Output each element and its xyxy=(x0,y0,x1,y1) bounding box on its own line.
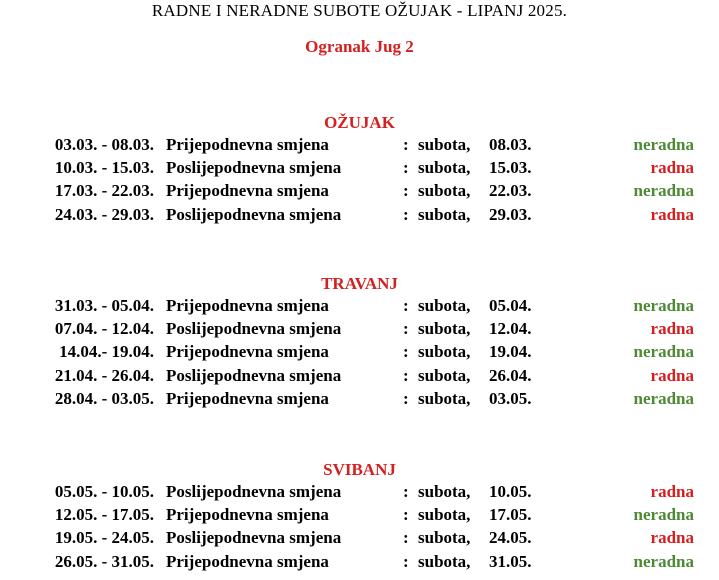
week-dates: 12.05. - 17.05. xyxy=(54,505,154,525)
separator: : xyxy=(403,135,409,154)
week-dates: 14.04.- 19.04. xyxy=(59,342,154,362)
page-title: RADNE I NERADNE SUBOTE OŽUJAK - LIPANJ 2025. xyxy=(151,1,568,20)
schedule-row xyxy=(0,179,719,202)
status-label: neradna xyxy=(633,342,694,362)
saturday-label: subota, xyxy=(418,482,471,501)
saturday-date: 08.03. xyxy=(489,135,532,154)
saturday-label: subota, xyxy=(418,551,471,571)
week-dates: 03.03. - 08.03. xyxy=(54,135,154,154)
status-label: radna xyxy=(650,528,694,548)
separator: : xyxy=(403,551,409,571)
status-label: radna xyxy=(650,158,694,178)
page-subtitle: Ogranak Jug 2 xyxy=(305,37,414,56)
shift-name: Poslijepodnevna smjena xyxy=(166,482,342,501)
saturday-label: subota, xyxy=(418,135,471,154)
schedule-row xyxy=(0,156,719,179)
month-heading: SVIBANJ xyxy=(323,460,396,479)
saturday-date: 17.05. xyxy=(489,505,532,525)
schedule-row xyxy=(0,526,719,549)
schedule-row xyxy=(0,387,719,410)
status-label: radna xyxy=(650,365,694,385)
saturday-label: subota, xyxy=(418,158,471,178)
saturday-date: 19.04. xyxy=(489,342,532,362)
week-dates: 05.05. - 10.05. xyxy=(54,482,154,501)
separator: : xyxy=(403,528,409,548)
saturday-label: subota, xyxy=(418,388,471,408)
status-label: radna xyxy=(650,482,694,501)
saturday-label: subota, xyxy=(418,296,471,315)
separator: : xyxy=(403,505,409,525)
status-label: neradna xyxy=(633,296,694,315)
status-label: neradna xyxy=(633,551,694,571)
schedule-row xyxy=(0,550,719,573)
saturday-date: 29.03. xyxy=(489,204,532,224)
schedule-row xyxy=(0,294,719,317)
shift-name: Prijepodnevna smjena xyxy=(166,551,329,571)
saturday-date: 24.05. xyxy=(489,528,532,548)
separator: : xyxy=(403,342,409,362)
separator: : xyxy=(403,365,409,385)
status-label: radna xyxy=(650,204,694,224)
separator: : xyxy=(403,319,409,339)
shift-name: Poslijepodnevna smjena xyxy=(166,365,342,385)
shift-name: Prijepodnevna smjena xyxy=(166,181,329,201)
schedule-row xyxy=(0,340,719,363)
saturday-date: 31.05. xyxy=(489,551,532,571)
schedule-row xyxy=(0,133,719,156)
separator: : xyxy=(403,296,409,315)
saturday-date: 03.05. xyxy=(489,388,532,408)
schedule-row xyxy=(0,503,719,526)
separator: : xyxy=(403,482,409,501)
shift-name: Prijepodnevna smjena xyxy=(166,135,329,154)
saturday-label: subota, xyxy=(418,181,471,201)
week-dates: 24.03. - 29.03. xyxy=(54,204,154,224)
week-dates: 17.03. - 22.03. xyxy=(54,181,154,201)
week-dates: 19.05. - 24.05. xyxy=(54,528,154,548)
separator: : xyxy=(403,181,409,201)
week-dates: 10.03. - 15.03. xyxy=(54,158,154,178)
schedule-row xyxy=(0,364,719,387)
shift-name: Prijepodnevna smjena xyxy=(166,296,329,315)
month-heading: OŽUJAK xyxy=(324,113,395,132)
status-label: neradna xyxy=(633,388,694,408)
separator: : xyxy=(403,388,409,408)
status-label: radna xyxy=(650,319,694,339)
saturday-date: 22.03. xyxy=(489,181,532,201)
shift-name: Poslijepodnevna smjena xyxy=(166,204,342,224)
saturday-label: subota, xyxy=(418,505,471,525)
separator: : xyxy=(403,204,409,224)
week-dates: 26.05. - 31.05. xyxy=(54,551,154,571)
status-label: neradna xyxy=(633,135,694,154)
saturday-label: subota, xyxy=(418,365,471,385)
shift-name: Poslijepodnevna smjena xyxy=(166,319,342,339)
shift-name: Poslijepodnevna smjena xyxy=(166,158,342,178)
saturday-date: 26.04. xyxy=(489,365,532,385)
month-heading: TRAVANJ xyxy=(321,274,398,293)
shift-name: Prijepodnevna smjena xyxy=(166,342,329,362)
schedule-row xyxy=(0,317,719,340)
shift-name: Prijepodnevna smjena xyxy=(166,505,329,525)
week-dates: 21.04. - 26.04. xyxy=(54,365,154,385)
shift-name: Poslijepodnevna smjena xyxy=(166,528,342,548)
week-dates: 31.03. - 05.04. xyxy=(54,296,154,315)
week-dates: 28.04. - 03.05. xyxy=(54,388,154,408)
shift-name: Prijepodnevna smjena xyxy=(166,388,329,408)
status-label: neradna xyxy=(633,505,694,525)
saturday-date: 10.05. xyxy=(489,482,532,501)
saturday-label: subota, xyxy=(418,342,471,362)
separator: : xyxy=(403,158,409,178)
saturday-date: 05.04. xyxy=(489,296,532,315)
saturday-label: subota, xyxy=(418,319,471,339)
saturday-label: subota, xyxy=(418,528,471,548)
saturday-date: 12.04. xyxy=(489,319,532,339)
schedule-row xyxy=(0,203,719,226)
saturday-label: subota, xyxy=(418,204,471,224)
week-dates: 07.04. - 12.04. xyxy=(54,319,154,339)
schedule-row xyxy=(0,480,719,503)
status-label: neradna xyxy=(633,181,694,201)
saturday-date: 15.03. xyxy=(489,158,532,178)
